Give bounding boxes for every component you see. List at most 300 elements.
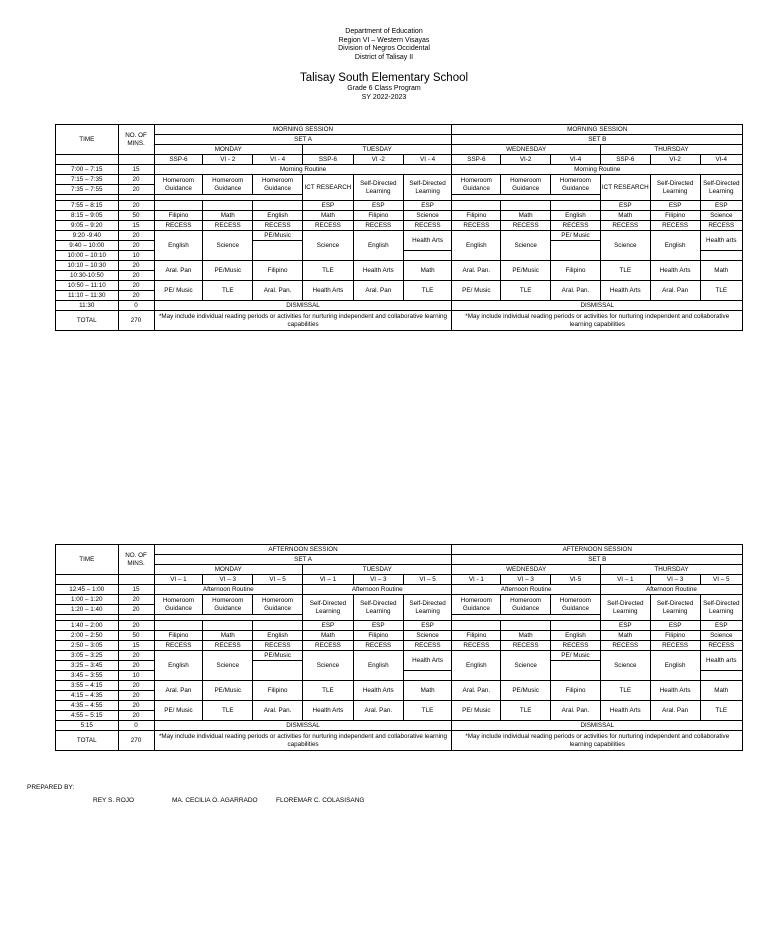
subject-cell: English — [551, 211, 601, 221]
subject-cell: TLE — [403, 281, 452, 301]
subject-cell: Filipino — [650, 211, 700, 221]
total-row — [56, 731, 743, 751]
subject-cell: Aral. Pan. — [452, 261, 501, 281]
subject-cell: Homeroom Guidance — [452, 175, 501, 195]
section-cell: VI – 5 — [700, 575, 742, 585]
mins-cell: 0 — [118, 301, 154, 311]
section-cell: VI-5 — [551, 575, 601, 585]
time-cell: 3:05 – 3:25 — [56, 651, 119, 661]
table-row — [56, 721, 743, 731]
section-row — [56, 575, 743, 585]
subject-cell: ESP — [403, 621, 452, 631]
time-cell: 4:35 – 4:55 — [56, 701, 119, 711]
recess-cell: RECESS — [700, 221, 742, 231]
subject-cell: ICT RESEARCH — [303, 175, 354, 201]
subject-cell: Homeroom Guidance — [501, 175, 551, 195]
subject-cell: English — [154, 651, 203, 681]
time-cell: 11:30 — [56, 301, 119, 311]
recess-cell: RECESS — [353, 641, 403, 651]
subject-cell: TLE — [600, 261, 650, 281]
mins-cell: 10 — [118, 671, 154, 681]
subject-cell: English — [650, 231, 700, 261]
time-cell: 10:50 – 11:10 — [56, 281, 119, 291]
blank-cell — [501, 201, 551, 211]
session-label-set-b: MORNING SESSION — [452, 125, 743, 135]
subject-cell: Science — [700, 631, 742, 641]
subject-cell: Homeroom Guidance — [452, 595, 501, 615]
subject-cell: TLE — [303, 261, 354, 281]
mins-cell: 20 — [118, 711, 154, 721]
blank-cell — [501, 621, 551, 631]
subject-cell: Health Arts — [353, 261, 403, 281]
table-row — [56, 221, 743, 231]
mins-cell: 20 — [118, 595, 154, 605]
time-cell: 5:15 — [56, 721, 119, 731]
mins-cell: 20 — [118, 681, 154, 691]
mins-cell: 20 — [118, 231, 154, 241]
section-row — [56, 155, 743, 165]
afternoon-schedule-table — [55, 544, 743, 751]
section-cell: VI – 3 — [501, 575, 551, 585]
subject-cell: Health Arts — [353, 681, 403, 701]
section-cell: VI – 3 — [203, 575, 253, 585]
table-row — [56, 281, 743, 291]
table-row — [56, 631, 743, 641]
blank-cell — [203, 201, 253, 211]
section-cell: SSP-6 — [303, 155, 354, 165]
subject-cell: PE/ Music — [154, 701, 203, 721]
subject-cell: Health Arts — [650, 681, 700, 701]
subject-cell: Math — [600, 211, 650, 221]
routine-cell: Afternoon Routine — [303, 585, 452, 595]
mins-cell: 15 — [118, 585, 154, 595]
subject-cell: English — [452, 651, 501, 681]
subject-cell: PE/Music — [203, 261, 253, 281]
subject-cell: Science — [403, 631, 452, 641]
subject-cell: Filipino — [551, 681, 601, 701]
section-cell: VI - 4 — [403, 155, 452, 165]
recess-cell: RECESS — [403, 221, 452, 231]
recess-cell: RECESS — [154, 221, 203, 231]
time-cell: 4:55 – 5:15 — [56, 711, 119, 721]
subject-cell: ESP — [403, 201, 452, 211]
time-cell: 1:00 – 1:20 — [56, 595, 119, 605]
subject-cell: ESP — [303, 201, 354, 211]
total-label: TOTAL — [56, 731, 119, 751]
section-cell: VI – 1 — [154, 575, 203, 585]
subject-cell: Science — [600, 231, 650, 261]
blank-cell — [403, 671, 452, 681]
subject-cell: Science — [700, 211, 742, 221]
day-monday: MONDAY — [154, 145, 302, 155]
recess-cell: RECESS — [551, 221, 601, 231]
department-line: Department of Education — [345, 28, 423, 35]
time-cell: 10:30-10:50 — [56, 271, 119, 281]
subject-cell: ESP — [353, 621, 403, 631]
subject-cell: ESP — [650, 621, 700, 631]
mins-cell: 50 — [118, 211, 154, 221]
table-row — [56, 585, 743, 595]
division-line: Division of Negros Occidental — [338, 45, 430, 53]
subject-cell: Homeroom Guidance — [154, 595, 203, 615]
section-cell: SSP-6 — [452, 155, 501, 165]
section-cell: VI – 1 — [600, 575, 650, 585]
subject-cell: Aral. Pan. — [452, 681, 501, 701]
subject-cell: Aral. Pan. — [353, 701, 403, 721]
table-row — [56, 681, 743, 691]
subject-cell: Filipino — [154, 631, 203, 641]
subject-cell: PE/Music — [253, 651, 303, 661]
table-row — [56, 261, 743, 271]
blank-cell — [700, 251, 742, 261]
section-cell: VI-2 — [650, 155, 700, 165]
time-cell: 8:15 – 9:05 — [56, 211, 119, 221]
subject-cell: English — [452, 231, 501, 261]
time-cell: 3:55 – 4:15 — [56, 681, 119, 691]
subject-cell: Self-Directed Learning — [353, 595, 403, 621]
mins-cell: 20 — [118, 281, 154, 291]
subject-cell: PE/Music — [501, 261, 551, 281]
recess-cell: RECESS — [303, 641, 354, 651]
subject-cell: Self-Directed Learning — [700, 595, 742, 621]
subject-cell: Homeroom Guidance — [253, 175, 303, 195]
subject-cell: TLE — [203, 701, 253, 721]
recess-cell: RECESS — [154, 641, 203, 651]
prepared-by-label: PREPARED BY: — [27, 784, 75, 791]
day-tuesday: TUESDAY — [303, 145, 452, 155]
subject-cell: Math — [700, 681, 742, 701]
blank-cell — [253, 661, 303, 681]
set-a-label: SET A — [154, 555, 452, 565]
section-cell: SSP-6 — [600, 155, 650, 165]
mins-cell: 20 — [118, 605, 154, 615]
subject-cell: Aral. Pan — [650, 701, 700, 721]
section-cell: VI-4 — [700, 155, 742, 165]
mins-cell: 10 — [118, 251, 154, 261]
subject-cell: ESP — [303, 621, 354, 631]
blank-cell — [118, 155, 154, 165]
district-line: District of Talisay II — [354, 53, 414, 61]
recess-cell: RECESS — [600, 641, 650, 651]
subject-cell: Aral. Pan — [154, 681, 203, 701]
blank-cell — [700, 671, 742, 681]
subject-cell: Health Arts — [600, 701, 650, 721]
subject-cell: Science — [403, 211, 452, 221]
subject-cell: Self-Directed Learning — [650, 595, 700, 621]
subject-cell: Health Arts — [403, 651, 452, 671]
blank-cell — [452, 621, 501, 631]
day-thursday: THURSDAY — [600, 565, 742, 575]
subject-cell: Health Arts — [650, 261, 700, 281]
recess-cell: RECESS — [203, 641, 253, 651]
subject-cell: Filipino — [551, 261, 601, 281]
subject-cell: Filipino — [452, 631, 501, 641]
subject-cell: English — [353, 231, 403, 261]
subject-cell: TLE — [700, 281, 742, 301]
blank-cell — [253, 201, 303, 211]
mins-cell: 20 — [118, 185, 154, 195]
total-mins: 270 — [118, 731, 154, 751]
subject-cell: TLE — [303, 681, 354, 701]
subject-cell: ESP — [700, 201, 742, 211]
time-cell: 1:20 – 1:40 — [56, 605, 119, 615]
table-row — [56, 201, 743, 211]
subject-cell: Aral. Pan. — [551, 701, 601, 721]
session-label-set-a: AFTERNOON SESSION — [154, 545, 452, 555]
school-year: SY 2022-2023 — [361, 93, 407, 101]
table-row — [56, 651, 743, 661]
table-row — [56, 701, 743, 711]
subject-cell: PE/ Music — [551, 231, 601, 241]
time-cell: 2:50 – 3:05 — [56, 641, 119, 651]
mins-cell: 20 — [118, 291, 154, 301]
time-cell: 11:10 – 11:30 — [56, 291, 119, 301]
blank-cell — [551, 621, 601, 631]
set-a-label: SET A — [154, 135, 452, 145]
note-cell: *May include individual reading periods or activities for nurturing independent and collaborative learning capabilities — [452, 311, 743, 331]
subject-cell: Filipino — [353, 211, 403, 221]
subject-cell: Homeroom Guidance — [203, 595, 253, 615]
subject-cell: English — [551, 631, 601, 641]
session-row — [56, 545, 743, 555]
day-thursday: THURSDAY — [600, 145, 742, 155]
signatory-name: MA. CECILIA O. AGARRADO — [172, 797, 258, 804]
subject-cell: Self-Directed Learning — [403, 175, 452, 201]
subject-cell: Filipino — [353, 631, 403, 641]
subject-cell: Health arts — [700, 651, 742, 671]
total-row — [56, 311, 743, 331]
subject-cell: Math — [403, 261, 452, 281]
mins-cell: 20 — [118, 651, 154, 661]
table-row — [56, 595, 743, 605]
table-row — [56, 231, 743, 241]
signatory-name: FLOREMAR C. COLASISANG — [276, 797, 365, 804]
subject-cell: Health Arts — [303, 281, 354, 301]
subject-cell: English — [154, 231, 203, 261]
section-cell: VI-2 — [501, 155, 551, 165]
section-cell: VI - 2 — [203, 155, 253, 165]
subject-cell: English — [353, 651, 403, 681]
session-label-set-b: AFTERNOON SESSION — [452, 545, 743, 555]
recess-cell: RECESS — [501, 221, 551, 231]
note-cell: *May include individual reading periods or activities for nurturing independent and collaborative learning capabilities — [154, 311, 452, 331]
total-label: TOTAL — [56, 311, 119, 331]
subject-cell: PE/Music — [203, 681, 253, 701]
blank-cell — [551, 201, 601, 211]
set-row — [56, 135, 743, 145]
subject-cell: Math — [700, 261, 742, 281]
mins-cell: 20 — [118, 701, 154, 711]
note-cell: *May include individual reading periods or activities for nurturing independent and collaborative learning capabilities — [154, 731, 452, 751]
subject-cell: Math — [501, 211, 551, 221]
subject-cell: PE/Music — [253, 231, 303, 241]
day-row — [56, 565, 743, 575]
subject-cell: TLE — [600, 681, 650, 701]
time-cell: 7:00 – 7:15 — [56, 165, 119, 175]
note-cell: *May include individual reading periods or activities for nurturing independent and collaborative learning capabilities — [452, 731, 743, 751]
recess-cell: RECESS — [650, 641, 700, 651]
section-cell: VI – 3 — [650, 575, 700, 585]
blank-cell — [56, 575, 119, 585]
recess-cell: RECESS — [551, 641, 601, 651]
mins-cell: 20 — [118, 201, 154, 211]
dismissal-cell: DISMISSAL — [452, 721, 743, 731]
subject-cell: Self-Directed Learning — [403, 595, 452, 621]
time-cell: 9:05 – 9:20 — [56, 221, 119, 231]
subject-cell: English — [650, 651, 700, 681]
subject-cell: Health Arts — [303, 701, 354, 721]
table-row — [56, 301, 743, 311]
mins-cell: 50 — [118, 631, 154, 641]
recess-cell: RECESS — [501, 641, 551, 651]
subject-cell: Aral. Pan. — [551, 281, 601, 301]
morning-schedule-table — [55, 124, 743, 331]
mins-header: NO. OF MINS. — [118, 545, 154, 575]
subject-cell: Math — [203, 211, 253, 221]
subject-cell: Homeroom Guidance — [203, 175, 253, 195]
section-cell: VI-4 — [551, 155, 601, 165]
dismissal-cell: DISMISSAL — [452, 301, 743, 311]
day-wednesday: WEDNESDAY — [452, 565, 600, 575]
mins-cell: 20 — [118, 661, 154, 671]
recess-cell: RECESS — [253, 641, 303, 651]
subject-cell: Self-Directed Learning — [600, 595, 650, 621]
subject-cell: TLE — [700, 701, 742, 721]
subject-cell: Self-Directed Learning — [353, 175, 403, 201]
session-label-set-a: MORNING SESSION — [154, 125, 452, 135]
section-cell: VI – 1 — [303, 575, 354, 585]
region-line: Region VI – Western Visayas — [338, 36, 430, 44]
table-row — [56, 621, 743, 631]
mins-cell: 20 — [118, 271, 154, 281]
blank-cell — [118, 575, 154, 585]
dismissal-cell: DISMISSAL — [154, 721, 452, 731]
subject-cell: English — [253, 211, 303, 221]
time-cell: 3:25 – 3:45 — [56, 661, 119, 671]
mins-cell: 20 — [118, 241, 154, 251]
section-cell: VI - 1 — [452, 575, 501, 585]
recess-cell: RECESS — [253, 221, 303, 231]
subject-cell: PE/ Music — [452, 701, 501, 721]
subject-cell: ESP — [650, 201, 700, 211]
mins-cell: 20 — [118, 261, 154, 271]
section-cell: VI – 3 — [353, 575, 403, 585]
recess-cell: RECESS — [353, 221, 403, 231]
blank-cell — [551, 661, 601, 681]
blank-cell — [551, 241, 601, 261]
day-monday: MONDAY — [154, 565, 302, 575]
set-b-label: SET B — [452, 555, 743, 565]
subject-cell: ICT RESEARCH — [600, 175, 650, 201]
subject-cell: Science — [501, 651, 551, 681]
blank-cell — [154, 201, 203, 211]
subject-cell: ESP — [353, 201, 403, 211]
table-row — [56, 165, 743, 175]
subject-cell: Science — [501, 231, 551, 261]
recess-cell: RECESS — [452, 221, 501, 231]
day-row — [56, 145, 743, 155]
subject-cell: Science — [303, 651, 354, 681]
school-name: Talisay South Elementary School — [299, 72, 469, 85]
mins-cell: 15 — [118, 221, 154, 231]
day-tuesday: TUESDAY — [303, 565, 452, 575]
subject-cell: Filipino — [154, 211, 203, 221]
subject-cell: PE/Music — [501, 681, 551, 701]
table-row — [56, 211, 743, 221]
subject-cell: Filipino — [452, 211, 501, 221]
routine-cell: Afternoon Routine — [600, 585, 742, 595]
blank-cell — [203, 621, 253, 631]
time-cell: 10:10 – 10:30 — [56, 261, 119, 271]
program-title: Grade 6 Class Program — [347, 85, 421, 93]
time-cell: 4:15 – 4:35 — [56, 691, 119, 701]
subject-cell: Health arts — [700, 231, 742, 251]
mins-header: NO. OF MINS. — [118, 125, 154, 155]
subject-cell: Self-Directed Learning — [650, 175, 700, 201]
set-row — [56, 555, 743, 565]
mins-cell: 0 — [118, 721, 154, 731]
time-cell: 9:40 – 10:00 — [56, 241, 119, 251]
routine-cell: Afternoon Routine — [452, 585, 600, 595]
mins-cell: 20 — [118, 175, 154, 185]
recess-cell: RECESS — [600, 221, 650, 231]
subject-cell: Filipino — [253, 261, 303, 281]
subject-cell: TLE — [501, 281, 551, 301]
blank-cell — [56, 155, 119, 165]
subject-cell: TLE — [501, 701, 551, 721]
blank-cell — [253, 621, 303, 631]
subject-cell: Health Arts — [600, 281, 650, 301]
day-wednesday: WEDNESDAY — [452, 145, 600, 155]
mins-cell: 15 — [118, 165, 154, 175]
subject-cell: Math — [203, 631, 253, 641]
time-header: TIME — [56, 545, 119, 575]
recess-cell: RECESS — [203, 221, 253, 231]
time-cell: 7:15 – 7:35 — [56, 175, 119, 185]
subject-cell: Filipino — [253, 681, 303, 701]
dismissal-cell: DISMISSAL — [154, 301, 452, 311]
subject-cell: Math — [403, 681, 452, 701]
time-cell: 12:45 – 1:00 — [56, 585, 119, 595]
subject-cell: Health Arts — [403, 231, 452, 251]
blank-cell — [154, 621, 203, 631]
section-cell: SSP-6 — [154, 155, 203, 165]
subject-cell: Math — [600, 631, 650, 641]
subject-cell: Science — [600, 651, 650, 681]
recess-cell: RECESS — [303, 221, 354, 231]
table-row — [56, 641, 743, 651]
time-cell: 3:45 – 3:55 — [56, 671, 119, 681]
subject-cell: Math — [303, 211, 354, 221]
section-cell: VI – 5 — [403, 575, 452, 585]
subject-cell: Self-Directed Learning — [700, 175, 742, 201]
session-row — [56, 125, 743, 135]
time-cell: 7:35 – 7:55 — [56, 185, 119, 195]
table-row — [56, 175, 743, 185]
subject-cell: PE/ Music — [154, 281, 203, 301]
time-cell: 10:00 – 10:10 — [56, 251, 119, 261]
blank-cell — [452, 201, 501, 211]
subject-cell: Homeroom Guidance — [501, 595, 551, 615]
time-cell: 7:55 – 8:15 — [56, 201, 119, 211]
time-cell: 9:20 -9:40 — [56, 231, 119, 241]
subject-cell: Science — [203, 651, 253, 681]
time-cell: 2:00 – 2:50 — [56, 631, 119, 641]
subject-cell: PE/ Music — [452, 281, 501, 301]
subject-cell: Aral. Pan — [353, 281, 403, 301]
subject-cell: ESP — [600, 621, 650, 631]
recess-cell: RECESS — [452, 641, 501, 651]
